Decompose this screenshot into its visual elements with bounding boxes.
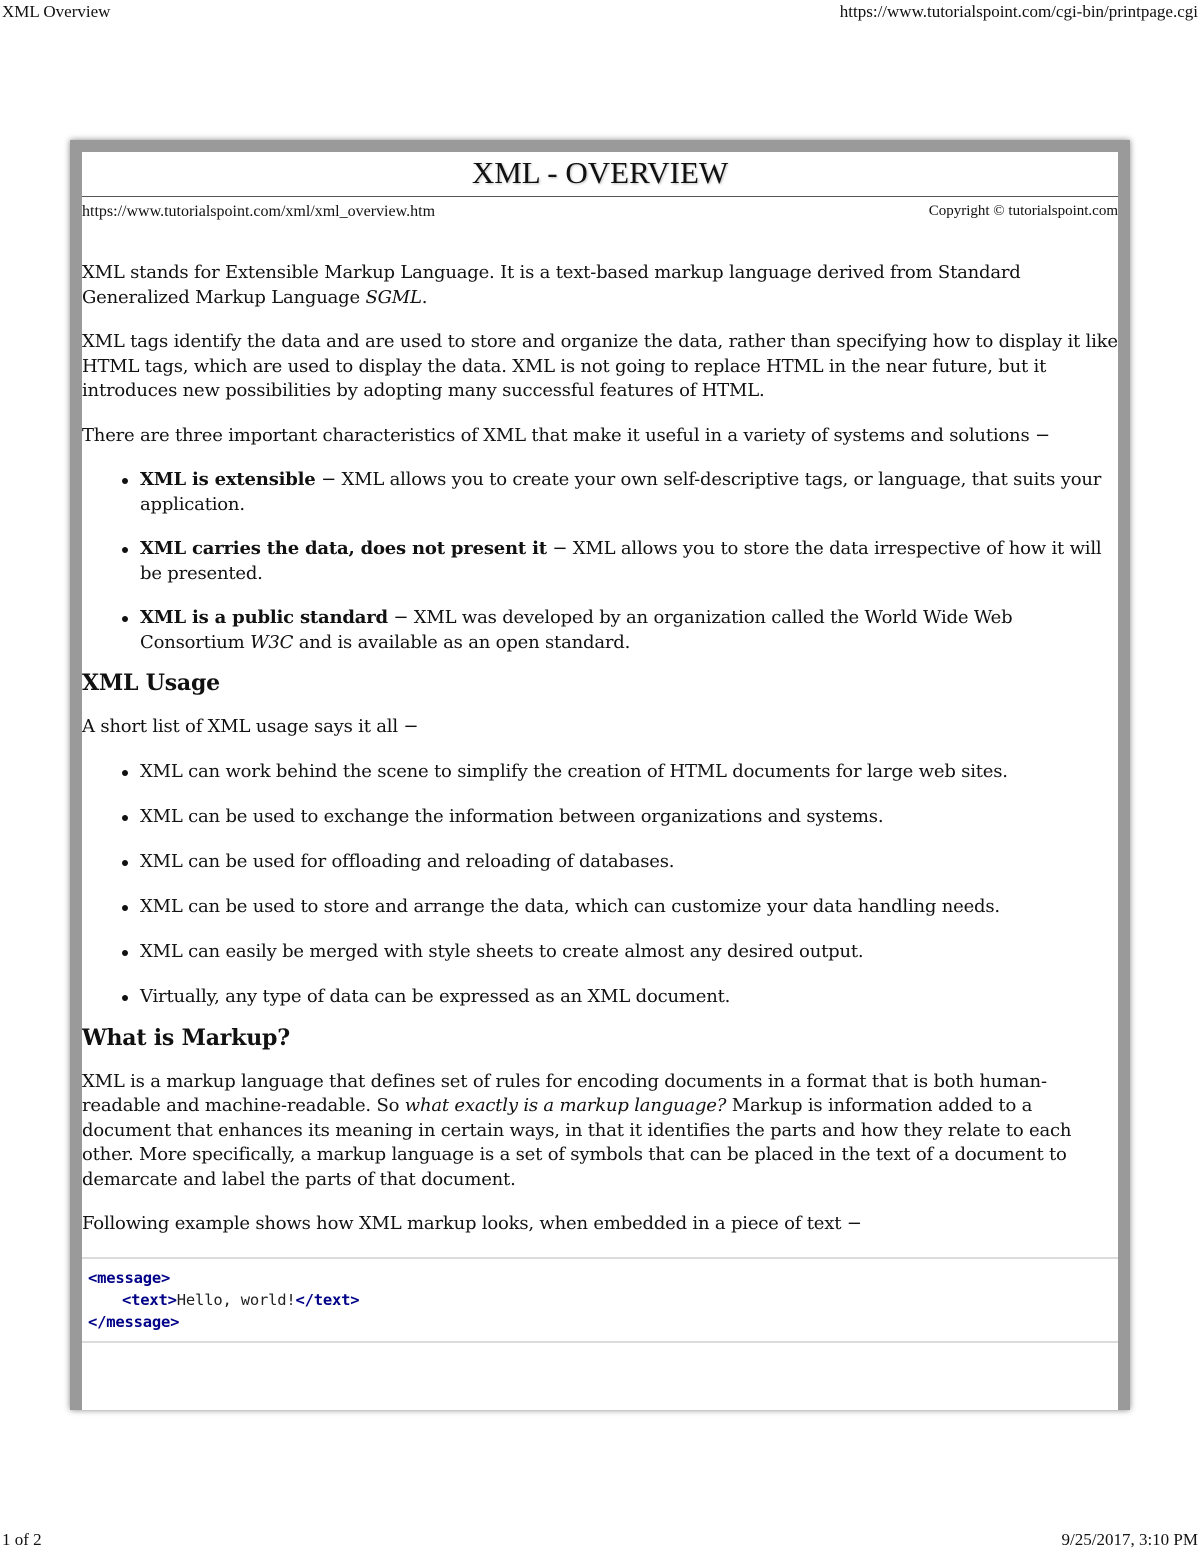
code-line: <message> (88, 1268, 171, 1287)
page-number: 1 of 2 (2, 1530, 42, 1549)
list-item: XML can work behind the scene to simplify the creation of HTML documents for large web sites. (140, 760, 1118, 785)
list-item: XML is extensible − XML allows you to create your own self-descriptive tags, or language, that suits your application. (140, 468, 1118, 517)
document-page (82, 152, 1118, 1410)
markup-heading: What is Markup? (82, 1024, 290, 1051)
copyright-text: Copyright © tutorialspoint.com (928, 203, 1118, 219)
source-row (82, 197, 1118, 225)
print-header-url: https://www.tutorialspoint.com/cgi-bin/printpage.cgi (839, 2, 1198, 21)
intro-paragraph-1: XML stands for Extensible Markup Language. It is a text-based markup language derived from Standard Generalized Markup Language SGML. (82, 262, 1021, 308)
usage-list (82, 760, 1118, 1010)
markup-paragraph-2: Following example shows how XML markup looks, when embedded in a piece of text − (82, 1213, 862, 1234)
intro-paragraph-2: XML tags identify the data and are used to store and organize the data, rather than specifying how to display it like HTML tags, which are used to display the data. XML is not going to replace HTML in the near future, but it introduces new possibilities by adopting many successful features of HTML. (82, 331, 1118, 401)
code-example (82, 1257, 1118, 1343)
characteristics-list (82, 468, 1118, 655)
intro-paragraph-3: There are three important characteristics of XML that make it useful in a variety of systems and solutions − (82, 424, 1050, 446)
list-item: XML can be used to exchange the information between organizations and systems. (140, 805, 1118, 830)
code-line: <text>Hello, world!</text> (122, 1290, 360, 1309)
markup-paragraph-1: XML is a markup language that defines set of rules for encoding documents in a format that is both human-readable and machine-readable. So what exactly is a markup language? Markup is information added to a document that enhances its meaning in certain ways, in that it identifies the parts and how they relate to each other. More specifically, a markup language is a set of symbols that can be placed in the text of a document to demarcate and label the parts of that document. (82, 1070, 1072, 1190)
list-item: XML is a public standard − XML was developed by an organization called the World Wide Web Consortium W3C and is available as an open standard. (140, 606, 1118, 655)
list-item: XML can easily be merged with style sheets to create almost any desired output. (140, 940, 1118, 965)
list-item: XML can be used to store and arrange the data, which can customize your data handling needs. (140, 895, 1118, 920)
document-title: XML - OVERVIEW (471, 155, 729, 190)
print-header-title: XML Overview (2, 2, 111, 21)
print-datetime: 9/25/2017, 3:10 PM (1061, 1530, 1198, 1549)
usage-heading: XML Usage (82, 670, 220, 696)
list-item: Virtually, any type of data can be expressed as an XML document. (140, 985, 1118, 1010)
source-url[interactable]: https://www.tutorialspoint.com/xml/xml_overview.htm (82, 203, 436, 220)
article-body (82, 225, 1118, 1343)
list-item: XML carries the data, does not present it − XML allows you to store the data irrespective of how it will be presented. (140, 537, 1118, 586)
sgml-term: SGML (365, 286, 422, 308)
code-line: </message> (88, 1312, 180, 1331)
list-item: XML can be used for offloading and reloading of databases. (140, 850, 1118, 875)
usage-intro: A short list of XML usage says it all − (82, 716, 419, 737)
